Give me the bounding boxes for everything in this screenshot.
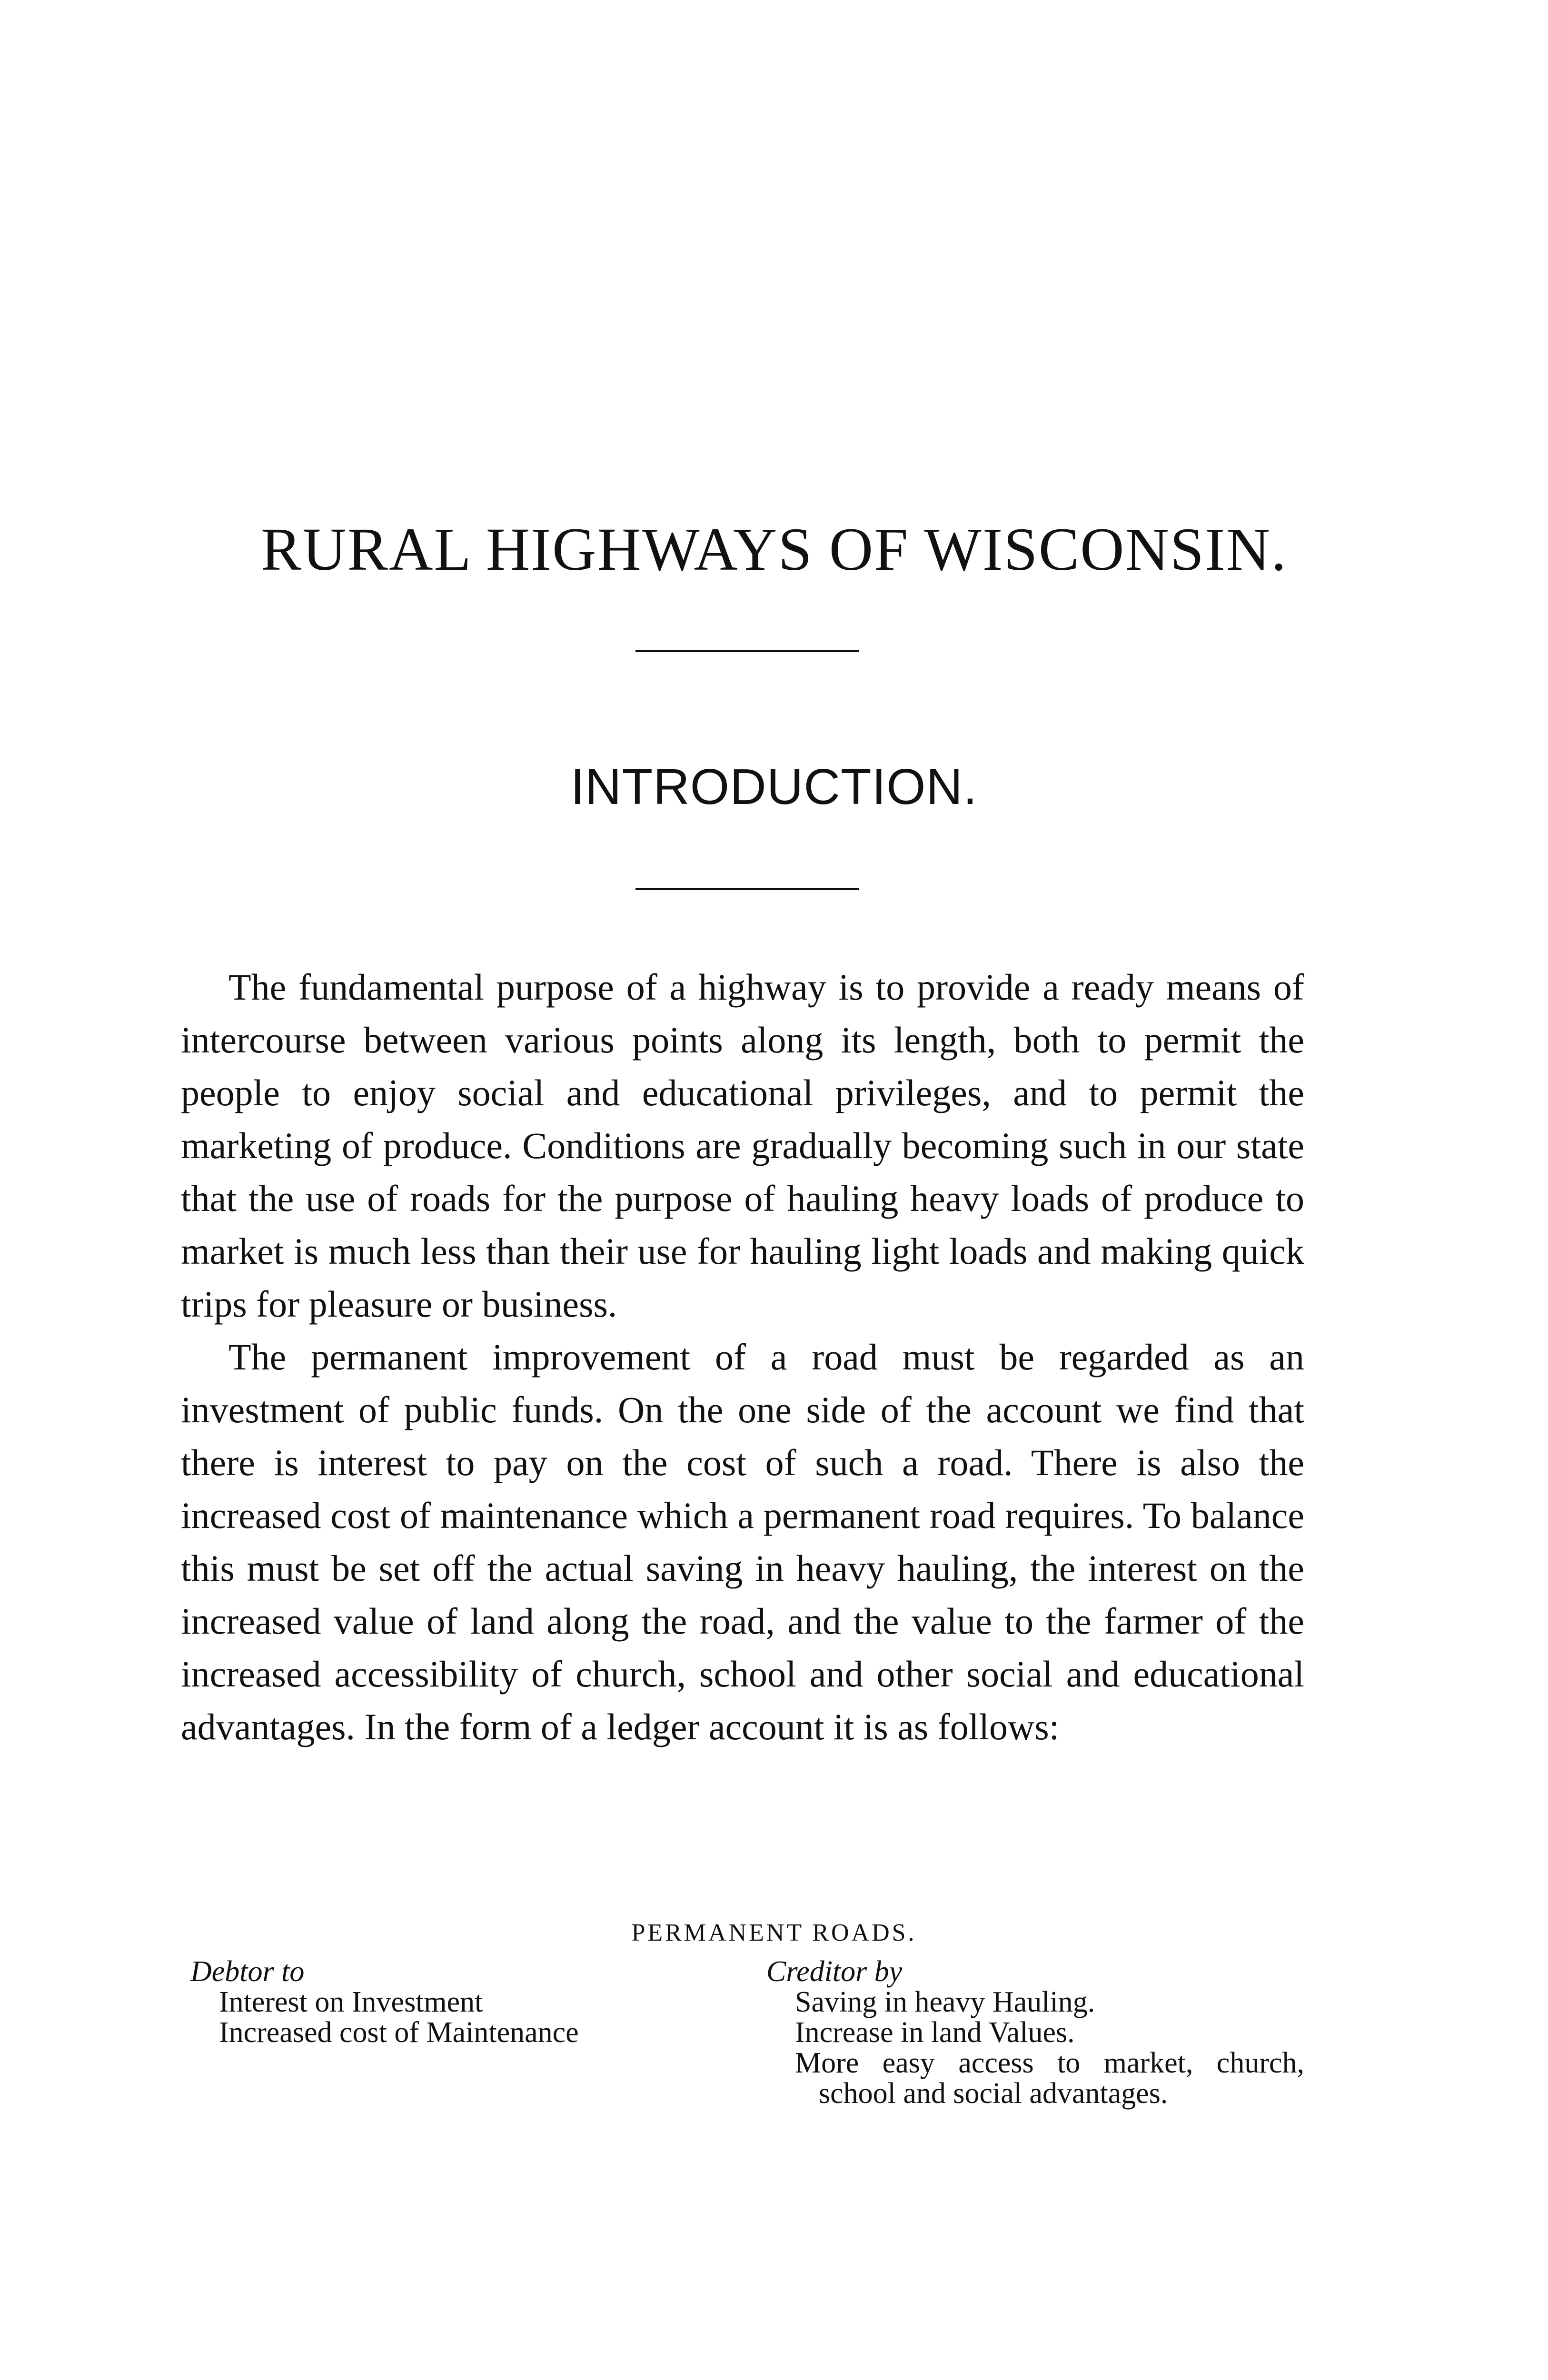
ledger-debtor-title: Debtor to (190, 1955, 305, 1988)
ledger-creditor-column (766, 1956, 1304, 2109)
ledger-heading: PERMANENT ROADS. (631, 1919, 917, 1946)
title-divider (635, 650, 859, 652)
ledger-debtor-item: Increased cost of Maintenance (219, 2016, 579, 2049)
ledger-creditor-title: Creditor by (766, 1955, 903, 1988)
ledger-debtor-column (190, 1956, 724, 2048)
ledger-debtor-item: Interest on Investment (219, 1986, 483, 2018)
section-heading: INTRODUCTION. (570, 759, 978, 815)
ledger-creditor-item: More easy access to market, church, school and social advantages. (795, 2047, 1304, 2110)
paragraph-1: The fundamental purpose of a highway is to provide a ready means of intercourse between various points along its length, both to permit the people to enjoy social and educational privileges, and to permit the marketing of produce. Conditions are gradually becoming such in our state that the use of roads for the purpose of hauling heavy loads of produce to market is much less than their use for hauling light loads and making quick trips for pleasure or business. (181, 966, 1304, 1325)
section-divider (635, 888, 859, 890)
paragraph-2: The permanent improvement of a road must be regarded as an investment of public funds. On the one side of the account we find that there is interest to pay on the cost of such a road. There is also the increased cost of maintenance which a permanent road requires. To balance this must be set off the actual saving in heavy hauling, the interest on the increased value of land along the road, and the value to the farmer of the increased accessibility of church, school and other social and educational advantages. In the form of a ledger account it is as follows: (181, 1336, 1304, 1747)
body-text (181, 961, 1304, 1753)
page-title: RURAL HIGHWAYS OF WISCONSIN. (260, 516, 1288, 583)
ledger-creditor-item: Saving in heavy Hauling. (795, 1986, 1095, 2018)
ledger-creditor-item: Increase in land Values. (795, 2016, 1075, 2049)
